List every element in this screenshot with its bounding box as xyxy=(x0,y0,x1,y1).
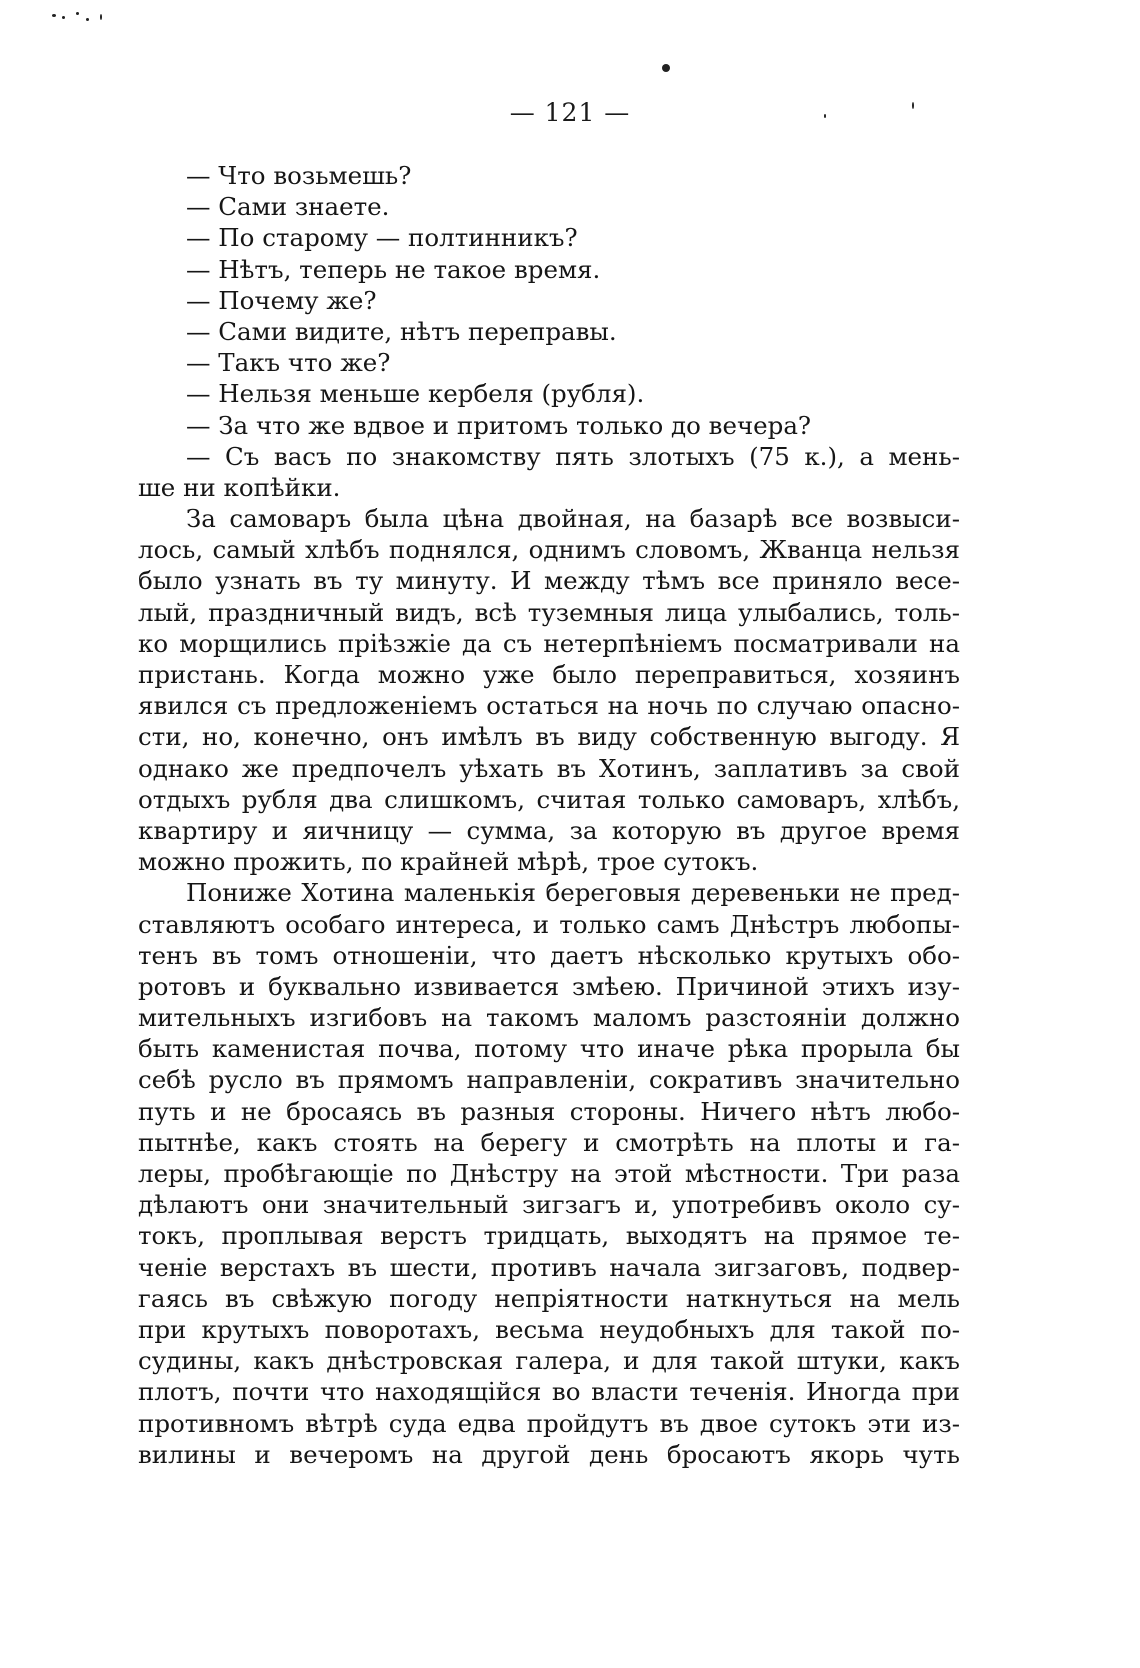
dialogue-line: — Съ васъ по знакомству пять злотыхъ (75 к.), а мень- xyxy=(186,441,960,471)
paragraph-line: сти, но, конечно, онъ имѣлъ въ виду собственную выгоду. Я xyxy=(138,722,960,752)
paragraph-line: пристань. Когда можно уже было переправиться, хозяинъ xyxy=(138,660,960,689)
paragraph-line: мительныхъ изгибовъ на такомъ маломъ разстояніи должно xyxy=(138,1003,960,1033)
dialogue-line: — Почему же? xyxy=(186,285,377,315)
paragraph-line: леры, пробѣгающіе по Днѣстру на этой мѣстности. Три раза xyxy=(138,1159,960,1188)
dialogue-line: — За что же вдвое и притомъ только до вечера? xyxy=(186,410,812,440)
print-speck xyxy=(100,14,102,20)
paragraph-line: было узнать въ ту минуту. И между тѣмъ все приняло весе- xyxy=(138,566,960,596)
paragraph-line: пытнѣе, какъ стоять на берегу и смотрѣть на плоты и га- xyxy=(138,1127,960,1157)
print-speck xyxy=(52,14,56,17)
paragraph-line: судины, какъ днѣстровская галера, и для такой штуки, какъ xyxy=(138,1346,960,1376)
paragraph-line: быть каменистая почва, потому что иначе рѣка прорыла бы xyxy=(138,1034,960,1064)
dialogue-line: — Сами знаете. xyxy=(186,192,390,222)
print-speck xyxy=(76,12,79,15)
dialogue-line: — Такъ что же? xyxy=(186,348,391,378)
dialogue-line: — По старому — полтинникъ? xyxy=(186,223,578,253)
paragraph-line: вилины и вечеромъ на другой день бросаютъ якорь чуть xyxy=(138,1439,960,1469)
paragraph-line: себѣ русло въ прямомъ направленіи, сокративъ значительно xyxy=(138,1065,960,1095)
print-speck xyxy=(62,16,65,19)
dialogue-line: — Сами видите, нѣтъ переправы. xyxy=(186,316,617,346)
print-speck xyxy=(86,18,89,21)
body-text xyxy=(138,160,960,1470)
dialogue-line: — Нельзя меньше кербеля (рубля). xyxy=(186,379,645,409)
print-speck xyxy=(662,64,670,72)
paragraph-line: квартиру и яичницу — сумма, за которую въ другое время xyxy=(138,815,960,845)
paragraph-line: плотъ, почти что находящійся во власти теченія. Иногда при xyxy=(138,1377,960,1407)
dialogue-line: ше ни копѣйки. xyxy=(138,472,341,502)
paragraph-line: дѣлаютъ они значительный зигзагъ и, употребивъ около су- xyxy=(138,1190,960,1220)
paragraph-line: тенъ въ томъ отношеніи, что даетъ нѣсколько крутыхъ обо- xyxy=(138,940,960,970)
page-number: — 121 — xyxy=(509,98,631,127)
paragraph-line: однако же предпочелъ уѣхать въ Хотинъ, заплативъ за свой xyxy=(138,753,960,783)
paragraph-line: Пониже Хотина маленькія береговыя деревеньки не пред- xyxy=(186,878,960,908)
paragraph-line: ротовъ и буквально извивается змѣею. Причиной этихъ изу- xyxy=(138,971,960,1001)
paragraph-line: противномъ вѣтрѣ суда едва пройдутъ въ двое сутокъ эти из- xyxy=(138,1408,960,1438)
paragraph-line: ко морщились пріѣзжіе да съ нетерпѣніемъ посматривали на xyxy=(138,628,960,658)
paragraph-line: лось, самый хлѣбъ поднялся, однимъ словомъ, Жванца нельзя xyxy=(138,535,960,565)
paragraph-line: лый, праздничный видъ, всѣ туземныя лица улыбались, толь- xyxy=(138,597,960,627)
paragraph-line: ченіе верстахъ въ шести, противъ начала зигзаговъ, подвер- xyxy=(138,1252,960,1282)
paragraph-line: отдыхъ рубля два слишкомъ, считая только самоваръ, хлѣбъ, xyxy=(138,784,960,814)
dialogue-line: — Что возьмешь? xyxy=(186,161,412,190)
dialogue-line: — Нѣтъ, теперь не такое время. xyxy=(186,254,601,284)
paragraph-line: ставляютъ особаго интереса, и только самъ Днѣстръ любопы- xyxy=(138,909,960,939)
paragraph-line: За самоваръ была цѣна двойная, на базарѣ все возвыси- xyxy=(186,504,960,534)
paragraph-line: гаясь въ свѣжую погоду непріятности наткнуться на мель xyxy=(138,1283,960,1313)
paragraph-line: можно прожить, по крайней мѣрѣ, трое сутокъ. xyxy=(138,847,759,877)
paragraph-line: путь и не бросаясь въ разныя стороны. Ничего нѣтъ любо- xyxy=(138,1096,960,1126)
paragraph-line: при крутыхъ поворотахъ, весьма неудобныхъ для такой по- xyxy=(138,1314,960,1344)
paragraph-line: токъ, проплывая верстъ тридцать, выходятъ на прямое те- xyxy=(138,1221,960,1251)
paragraph-line: явился съ предложеніемъ остаться на ночь по случаю опасно- xyxy=(138,691,960,721)
